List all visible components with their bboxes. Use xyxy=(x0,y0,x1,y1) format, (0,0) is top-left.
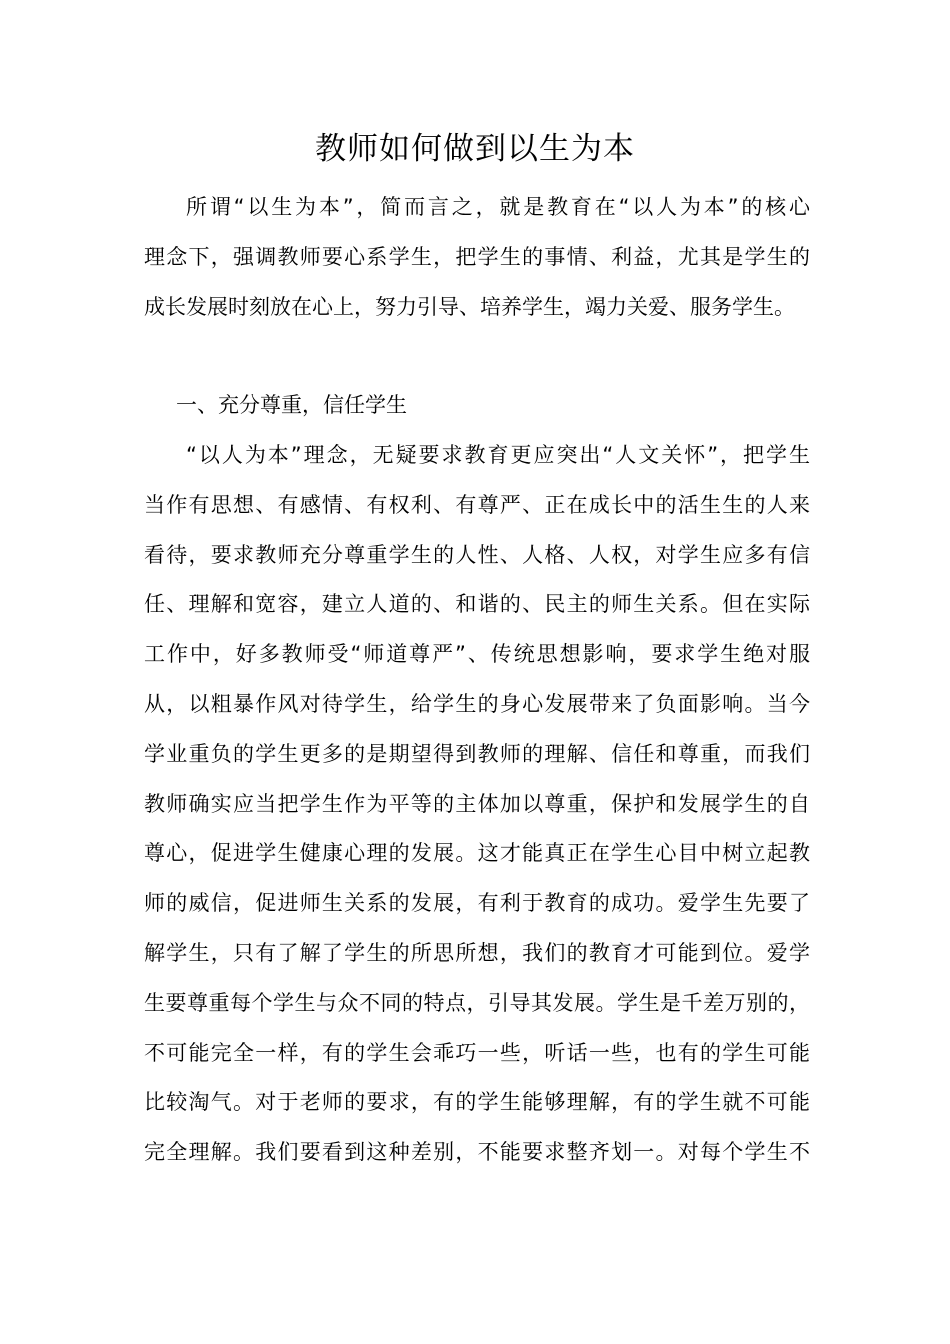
intro-line: 所谓“以生为本”，简而言之，就是教育在“以人为本”的核心 xyxy=(186,195,810,219)
paragraph-line: 师的威信，促进师生关系的发展，有利于教育的成功。爱学生先要了 xyxy=(144,891,810,916)
paragraph-line: 任、理解和宽容，建立人道的、和谐的、民主的师生关系。但在实际 xyxy=(144,592,810,617)
section-paragraph xyxy=(144,431,810,1178)
intro-line: 成长发展时刻放在心上，努力引导、培养学生，竭力关爱、服务学生。 xyxy=(144,294,795,319)
paragraph-line: 学业重负的学生更多的是期望得到教师的理解、信任和尊重，而我们 xyxy=(144,741,810,766)
intro-paragraph xyxy=(144,183,810,332)
paragraph-line: 工作中，好多教师受“师道尊严”、传统思想影响，要求学生绝对服 xyxy=(144,642,810,667)
paragraph-line: 从，以粗暴作风对待学生，给学生的身心发展带来了负面影响。当今 xyxy=(144,691,810,716)
paragraph-line: 尊心，促进学生健康心理的发展。这才能真正在学生心目中树立起教 xyxy=(144,841,810,866)
paragraph-line: “以人为本”理念，无疑要求教育更应突出“人文关怀”，把学生 xyxy=(186,443,810,467)
paragraph-line: 当作有思想、有感情、有权利、有尊严、正在成长中的活生生的人来 xyxy=(144,492,810,517)
paragraph-line: 不可能完全一样，有的学生会乖巧一些，听话一些，也有的学生可能 xyxy=(144,1040,810,1065)
paragraph-line: 教师确实应当把学生作为平等的主体加以尊重，保护和发展学生的自 xyxy=(144,791,810,816)
document-title: 教师如何做到以生为本 xyxy=(315,131,635,167)
paragraph-line: 生要尊重每个学生与众不同的特点，引导其发展。学生是千差万别的， xyxy=(144,990,810,1015)
paragraph-line: 完全理解。我们要看到这种差别，不能要求整齐划一。对每个学生不 xyxy=(144,1140,810,1165)
paragraph-line: 看待，要求教师充分尊重学生的人性、人格、人权，对学生应多有信 xyxy=(144,542,810,567)
paragraph-line: 解学生，只有了解了学生的所思所想，我们的教育才可能到位。爱学 xyxy=(144,940,810,965)
section-heading: 一、充分尊重，信任学生 xyxy=(176,393,407,417)
intro-line: 理念下，强调教师要心系学生，把学生的事情、利益，尤其是学生的 xyxy=(144,244,810,269)
paragraph-line: 比较淘气。对于老师的要求，有的学生能够理解，有的学生就不可能 xyxy=(144,1090,810,1115)
